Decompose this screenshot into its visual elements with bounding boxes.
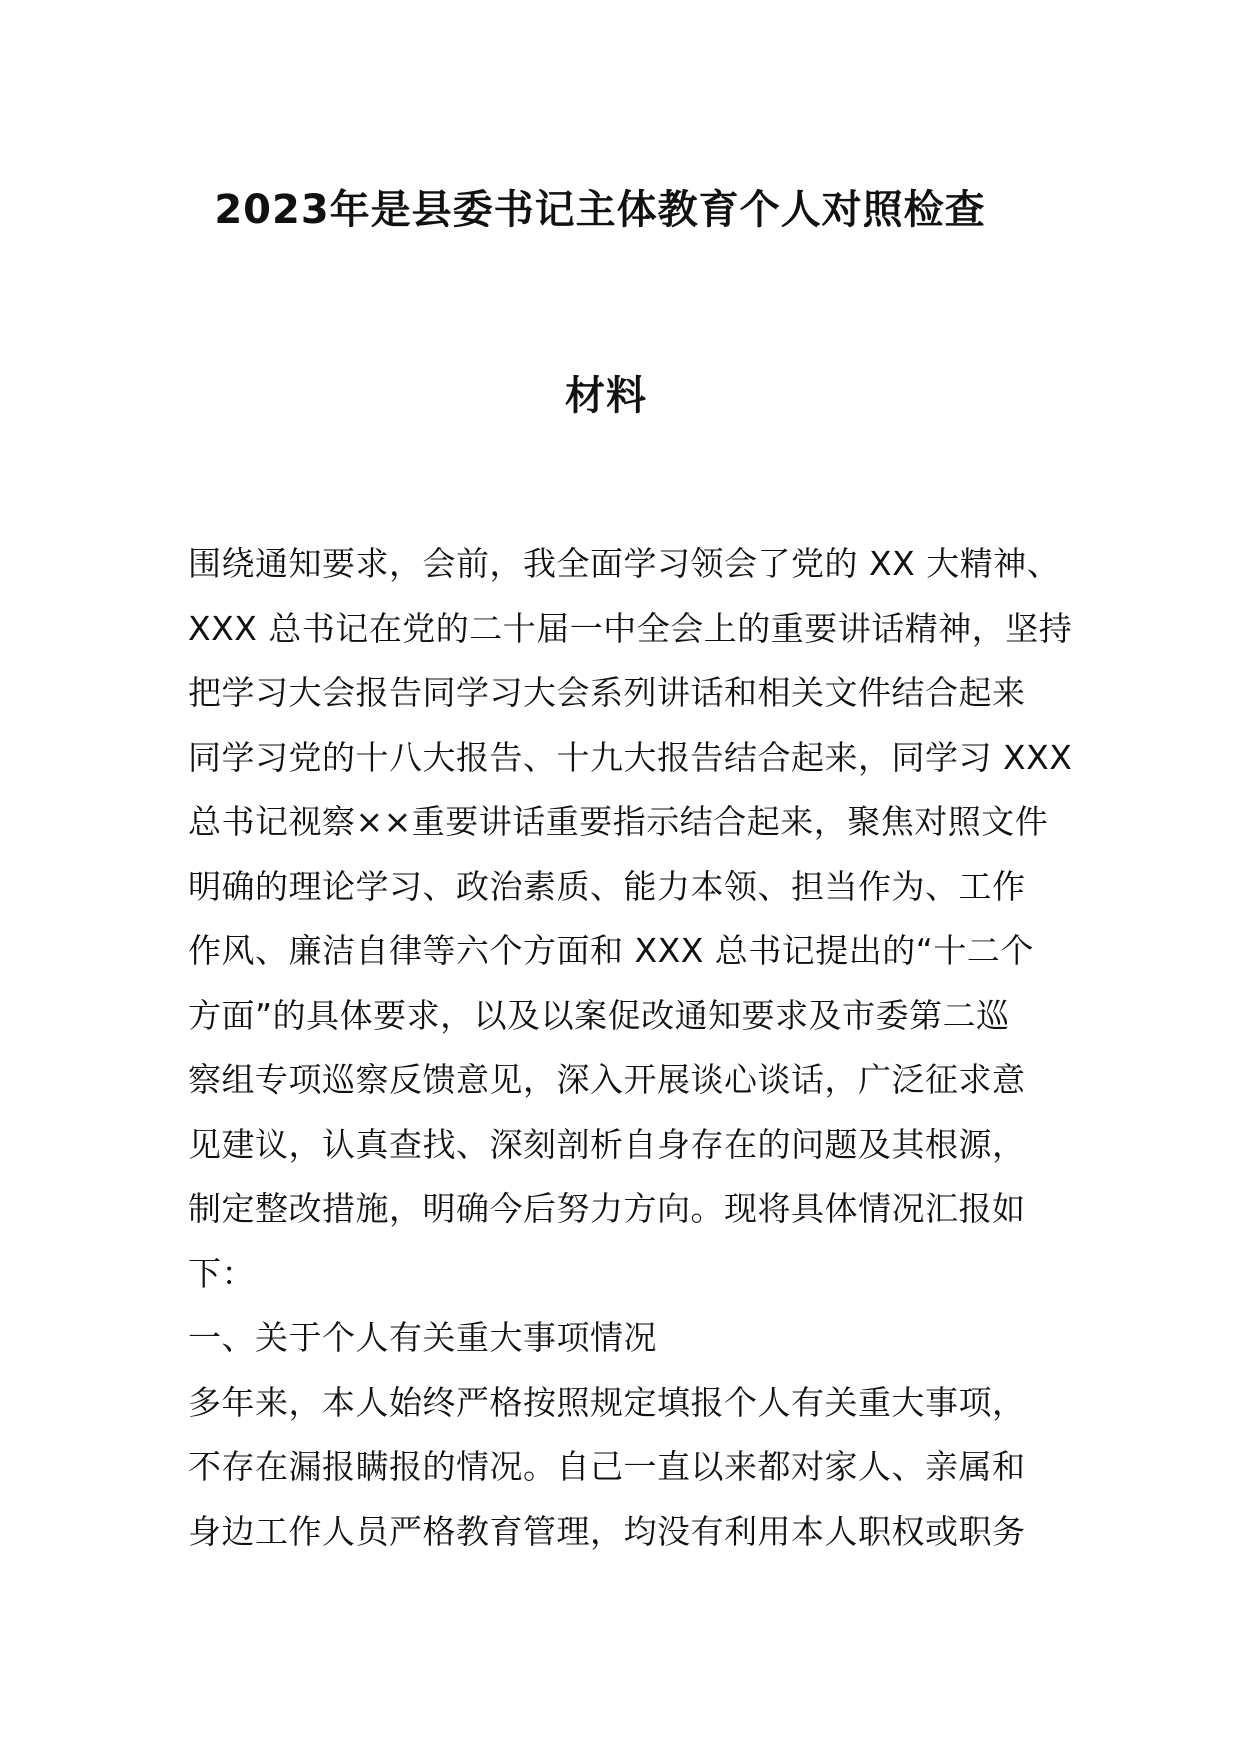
- body-line: 把学习大会报告同学习大会系列讲话和相关文件结合起来: [188, 673, 1026, 712]
- body-line: 方面”的具体要求，以及以案促改通知要求及市委第二巡: [188, 995, 1010, 1035]
- body-line: 总书记视察××重要讲话重要指示结合起来，聚焦对照文件: [188, 802, 1049, 841]
- body-line: 不存在漏报瞒报的情况。自己一直以来都对家人、亲属和: [188, 1447, 1026, 1486]
- body-line: 作风、廉洁自律等六个方面和 XXX 总书记提出的“十二个: [188, 931, 1034, 970]
- section-heading: 一、关于个人有关重大事项情况: [188, 1318, 657, 1357]
- body-line: 围绕通知要求，会前，我全面学习领会了党的 XX 大精神、: [188, 544, 1061, 583]
- body-line: 下：: [188, 1253, 255, 1293]
- body-line: 明确的理论学习、政治素质、能力本领、担当作为、工作: [188, 866, 1026, 906]
- document-title-line-2: 材料: [565, 373, 647, 419]
- document-title-line-1: 2023年是县委书记主体教育个人对照检查: [214, 187, 986, 233]
- body-line: 同学习党的十八大报告、十九大报告结合起来，同学习 XXX: [188, 737, 1073, 777]
- body-line: 制定整改措施，明确今后努力方向。现将具体情况汇报如: [188, 1189, 1026, 1228]
- body-line: 多年来，本人始终严格按照规定填报个人有关重大事项，: [188, 1382, 1026, 1422]
- body-line: 身边工作人员严格教育管理，均没有利用本人职权或职务: [188, 1511, 1026, 1551]
- document-body: [188, 532, 1088, 1564]
- body-line: XXX 总书记在党的二十届一中全会上的重要讲话精神，坚持: [188, 608, 1073, 648]
- body-line: 察组专项巡察反馈意见，深入开展谈心谈话，广泛征求意: [188, 1060, 1026, 1099]
- body-line: 见建议，认真查找、深刻剖析自身存在的问题及其根源，: [188, 1124, 1026, 1164]
